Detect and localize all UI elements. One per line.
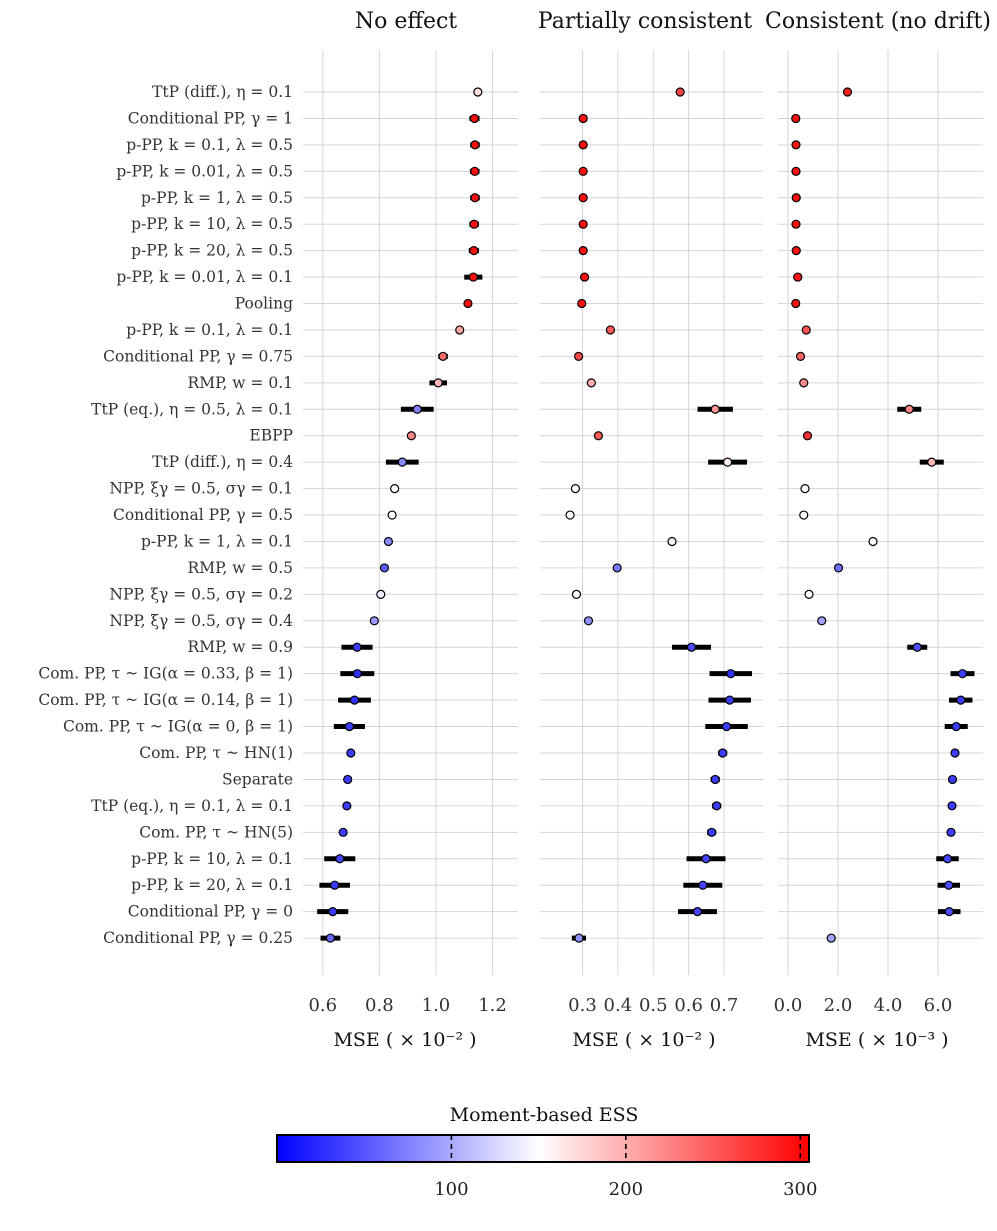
data-point (792, 247, 800, 255)
row-label: NPP, ξγ = 0.5, σγ = 0.2 (109, 585, 293, 604)
x-tick-label: 0.7 (709, 995, 739, 1016)
data-point (724, 458, 732, 466)
x-tick-label: 0.6 (308, 995, 338, 1016)
data-point (905, 405, 913, 413)
colorbar-rect (277, 1135, 809, 1162)
data-point (708, 828, 716, 836)
data-point (594, 432, 602, 440)
data-point (343, 802, 351, 810)
data-point (370, 617, 378, 625)
data-point (579, 114, 587, 122)
data-point (578, 300, 586, 308)
data-point (711, 405, 719, 413)
row-label: TtP (diff.), η = 0.1 (152, 83, 293, 101)
data-point (434, 379, 442, 387)
row-label: p-PP, k = 20, λ = 0.5 (131, 241, 293, 260)
x-tick-label: 4.0 (873, 995, 903, 1016)
row-label: Separate (221, 770, 293, 789)
x-tick-label: 0.0 (773, 995, 803, 1016)
data-point (345, 723, 353, 731)
data-point (869, 537, 877, 545)
data-point (471, 194, 479, 202)
data-point (702, 855, 710, 863)
data-point (694, 908, 702, 916)
row-label: Com. PP, τ ~ IG(α = 0, β = 1) (62, 717, 293, 736)
row-label: TtP (eq.), η = 0.1, λ = 0.1 (91, 796, 293, 815)
row-label: Conditional PP, γ = 0.5 (112, 506, 293, 525)
data-point (329, 908, 337, 916)
row-label: RMP, w = 0.9 (187, 638, 293, 657)
row-label: p-PP, k = 0.1, λ = 0.5 (126, 135, 293, 154)
data-point (957, 696, 965, 704)
x-tick-label: 0.3 (568, 995, 597, 1016)
data-point (947, 828, 955, 836)
data-point (579, 194, 587, 202)
data-point (951, 749, 959, 757)
data-point (326, 934, 334, 942)
data-point (928, 458, 936, 466)
data-point (945, 881, 953, 889)
row-label: p-PP, k = 0.01, λ = 0.5 (116, 162, 293, 181)
x-tick-label: 0.8 (365, 995, 394, 1016)
row-label: Com. PP, τ ~ IG(α = 0.33, β = 1) (38, 664, 293, 683)
data-point (805, 590, 813, 598)
data-point (711, 775, 719, 783)
row-label: p-PP, k = 0.1, λ = 0.1 (126, 320, 293, 339)
data-point (470, 114, 478, 122)
data-point (377, 590, 385, 598)
data-point (581, 273, 589, 281)
colorbar-tick-label: 200 (608, 1179, 644, 1200)
data-point (572, 590, 580, 598)
data-point (464, 300, 472, 308)
data-point (353, 670, 361, 678)
data-point (606, 326, 614, 334)
data-point (579, 141, 587, 149)
data-point (344, 775, 352, 783)
data-point (575, 352, 583, 360)
x-tick-label: 1.0 (421, 995, 451, 1016)
row-label: NPP, ξγ = 0.5, σγ = 0.4 (109, 611, 293, 630)
data-point (818, 617, 826, 625)
x-axis-label: MSE ( × 10⁻² ) (572, 1029, 716, 1051)
data-point (469, 273, 477, 281)
row-label: p-PP, k = 1, λ = 0.1 (141, 532, 293, 551)
row-label: TtP (eq.), η = 0.5, λ = 0.1 (91, 400, 293, 419)
x-tick-label: 0.6 (674, 995, 703, 1016)
colorbar-tick-label: 100 (434, 1179, 469, 1200)
data-point (913, 643, 921, 651)
data-point (713, 802, 721, 810)
data-point (579, 167, 587, 175)
row-label: EBPP (249, 426, 293, 445)
data-point (587, 379, 595, 387)
data-point (827, 934, 835, 942)
colorbar-tick-label: 300 (783, 1179, 818, 1200)
row-label: RMP, w = 0.1 (187, 373, 293, 392)
panel-2 (538, 9, 763, 1051)
data-point (797, 352, 805, 360)
panel-title: Consistent (no drift) (765, 9, 991, 34)
data-point (668, 537, 676, 545)
data-point (571, 485, 579, 493)
x-tick-label: 1.2 (478, 995, 507, 1016)
data-point (331, 881, 339, 889)
row-label: Com. PP, τ ~ IG(α = 0.14, β = 1) (38, 691, 293, 710)
data-point (384, 537, 392, 545)
row-label: NPP, ξγ = 0.5, σγ = 0.1 (109, 479, 293, 498)
data-point (959, 670, 967, 678)
colorbar (277, 1104, 817, 1200)
data-point (844, 88, 852, 96)
data-point (792, 114, 800, 122)
data-point (398, 458, 406, 466)
row-label: Conditional PP, γ = 0.25 (103, 929, 293, 948)
data-point (456, 326, 464, 334)
x-axis-label: MSE ( × 10⁻² ) (333, 1029, 477, 1051)
data-point (579, 247, 587, 255)
data-point (584, 617, 592, 625)
data-point (726, 696, 734, 704)
data-point (388, 511, 396, 519)
row-label: Pooling (234, 294, 293, 313)
data-point (579, 220, 587, 228)
data-point (727, 670, 735, 678)
panel-1 (303, 9, 518, 1051)
x-tick-label: 0.4 (603, 995, 633, 1016)
data-point (575, 934, 583, 942)
data-point (792, 194, 800, 202)
data-point (802, 326, 810, 334)
colorbar-title: Moment-based ESS (449, 1104, 639, 1126)
data-point (474, 88, 482, 96)
x-axis-label: MSE ( × 10⁻³ ) (805, 1029, 949, 1051)
data-point (800, 511, 808, 519)
data-point (471, 141, 479, 149)
panel-title: Partially consistent (537, 9, 753, 34)
data-point (804, 432, 812, 440)
data-point (350, 696, 358, 704)
data-point (792, 141, 800, 149)
x-tick-label: 2.0 (823, 995, 853, 1016)
data-point (413, 405, 421, 413)
row-label: Com. PP, τ ~ HN(1) (139, 744, 293, 762)
row-label: Conditional PP, γ = 1 (127, 109, 293, 128)
data-point (952, 723, 960, 731)
row-label: p-PP, k = 0.01, λ = 0.1 (116, 268, 293, 287)
data-point (800, 379, 808, 387)
data-point (470, 220, 478, 228)
row-label: p-PP, k = 1, λ = 0.5 (141, 188, 293, 207)
data-point (676, 88, 684, 96)
panel-title: No effect (354, 9, 458, 34)
row-label: p-PP, k = 10, λ = 0.5 (131, 215, 293, 234)
data-point (566, 511, 574, 519)
row-label: Conditional PP, γ = 0.75 (103, 347, 293, 366)
data-point (719, 749, 727, 757)
data-point (336, 855, 344, 863)
row-label: Com. PP, τ ~ HN(5) (139, 823, 293, 842)
data-point (801, 485, 809, 493)
data-point (471, 167, 479, 175)
data-point (948, 802, 956, 810)
row-label: TtP (diff.), η = 0.4 (152, 453, 293, 472)
data-point (949, 775, 957, 783)
data-point (380, 564, 388, 572)
data-point (723, 723, 731, 731)
data-point (794, 273, 802, 281)
data-point (407, 432, 415, 440)
data-point (470, 247, 478, 255)
data-point (339, 828, 347, 836)
data-point (687, 643, 695, 651)
data-point (613, 564, 621, 572)
data-point (699, 881, 707, 889)
panel-3 (765, 9, 991, 1051)
x-tick-label: 6.0 (923, 995, 953, 1016)
data-point (792, 167, 800, 175)
data-point (353, 643, 361, 651)
data-point (945, 908, 953, 916)
data-point (792, 220, 800, 228)
data-point (835, 564, 843, 572)
data-point (391, 485, 399, 493)
row-label: p-PP, k = 20, λ = 0.1 (131, 876, 293, 895)
row-label: Conditional PP, γ = 0 (127, 902, 293, 921)
row-label: p-PP, k = 10, λ = 0.1 (131, 849, 293, 868)
data-point (944, 855, 952, 863)
data-point (347, 749, 355, 757)
row-label: RMP, w = 0.5 (187, 558, 293, 577)
data-point (792, 300, 800, 308)
data-point (439, 352, 447, 360)
x-tick-label: 0.5 (638, 995, 668, 1016)
